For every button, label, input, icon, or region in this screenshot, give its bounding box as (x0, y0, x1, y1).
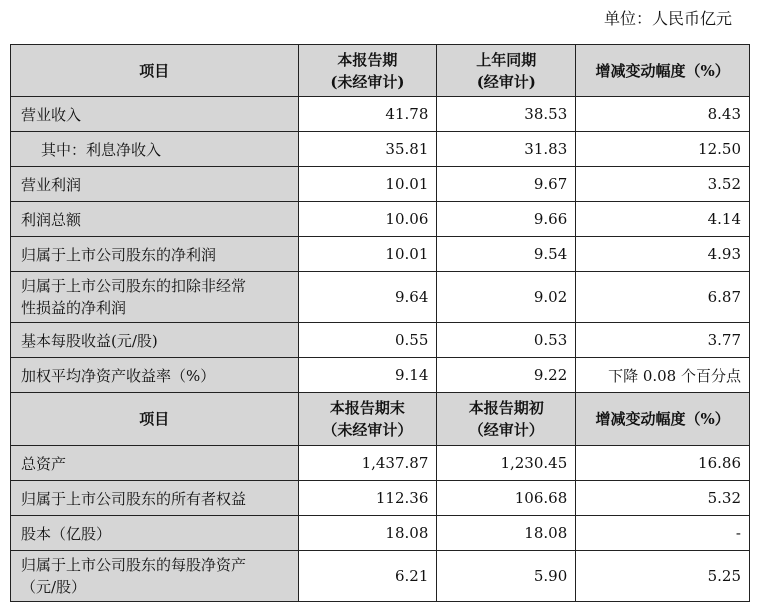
row-label: 基本每股收益(元/股) (11, 323, 299, 358)
row-label: 股本（亿股） (11, 516, 299, 551)
table-row (11, 481, 750, 516)
row-label: 其中：利息净收入 (11, 132, 299, 167)
cell-prior: 9.66 (437, 202, 576, 237)
cell-current: 1,437.87 (298, 446, 437, 481)
cell-change: 4.93 (576, 237, 750, 272)
cell-change: 3.77 (576, 323, 750, 358)
row-label: 归属于上市公司股东的扣除非经常 性损益的净利润 (11, 272, 299, 323)
cell-current: 35.81 (298, 132, 437, 167)
table-row (11, 446, 750, 481)
table-row (11, 323, 750, 358)
header-prior-period: 上年同期 (经审计) (437, 45, 576, 97)
table-row (11, 358, 750, 393)
cell-current: 0.55 (298, 323, 437, 358)
row-label: 总资产 (11, 446, 299, 481)
table-row (11, 167, 750, 202)
cell-change: 12.50 (576, 132, 750, 167)
table-row (11, 132, 750, 167)
cell-current: 18.08 (298, 516, 437, 551)
financial-summary-table (10, 44, 750, 602)
cell-current: 112.36 (298, 481, 437, 516)
header-period-start: 本报告期初 （经审计） (437, 393, 576, 446)
cell-change: 3.52 (576, 167, 750, 202)
row-label: 利润总额 (11, 202, 299, 237)
cell-prior: 106.68 (437, 481, 576, 516)
cell-change: 5.25 (576, 551, 750, 602)
table-row (11, 551, 750, 602)
table-header-row (11, 45, 750, 97)
cell-prior: 9.67 (437, 167, 576, 202)
cell-change: 5.32 (576, 481, 750, 516)
header-change-pct: 增减变动幅度（%） (576, 393, 750, 446)
cell-change: - (576, 516, 750, 551)
cell-prior: 5.90 (437, 551, 576, 602)
table-header-row (11, 393, 750, 446)
cell-prior: 0.53 (437, 323, 576, 358)
cell-prior: 38.53 (437, 97, 576, 132)
header-change-pct: 增减变动幅度（%） (576, 45, 750, 97)
cell-prior: 1,230.45 (437, 446, 576, 481)
cell-prior: 18.08 (437, 516, 576, 551)
header-current-period: 本报告期 (未经审计) (298, 45, 437, 97)
row-label: 归属于上市公司股东的净利润 (11, 237, 299, 272)
cell-change: 8.43 (576, 97, 750, 132)
header-item: 项目 (11, 393, 299, 446)
row-label: 营业收入 (11, 97, 299, 132)
cell-change: 4.14 (576, 202, 750, 237)
row-label: 归属于上市公司股东的每股净资产 （元/股） (11, 551, 299, 602)
row-label: 归属于上市公司股东的所有者权益 (11, 481, 299, 516)
cell-current: 41.78 (298, 97, 437, 132)
cell-change: 6.87 (576, 272, 750, 323)
cell-prior: 31.83 (437, 132, 576, 167)
cell-current: 10.01 (298, 237, 437, 272)
table-row (11, 272, 750, 323)
row-label: 营业利润 (11, 167, 299, 202)
cell-prior: 9.54 (437, 237, 576, 272)
cell-current: 9.64 (298, 272, 437, 323)
row-label: 加权平均净资产收益率（%） (11, 358, 299, 393)
cell-current: 6.21 (298, 551, 437, 602)
header-item: 项目 (11, 45, 299, 97)
header-period-end: 本报告期末 （未经审计） (298, 393, 437, 446)
table-row (11, 202, 750, 237)
cell-current: 10.01 (298, 167, 437, 202)
cell-current: 10.06 (298, 202, 437, 237)
cell-current: 9.14 (298, 358, 437, 393)
cell-change: 下降 0.08 个百分点 (576, 358, 750, 393)
cell-prior: 9.02 (437, 272, 576, 323)
table-row (11, 237, 750, 272)
table-row (11, 516, 750, 551)
table-row (11, 97, 750, 132)
cell-prior: 9.22 (437, 358, 576, 393)
unit-note: 单位：人民币亿元 (603, 9, 732, 28)
cell-change: 16.86 (576, 446, 750, 481)
